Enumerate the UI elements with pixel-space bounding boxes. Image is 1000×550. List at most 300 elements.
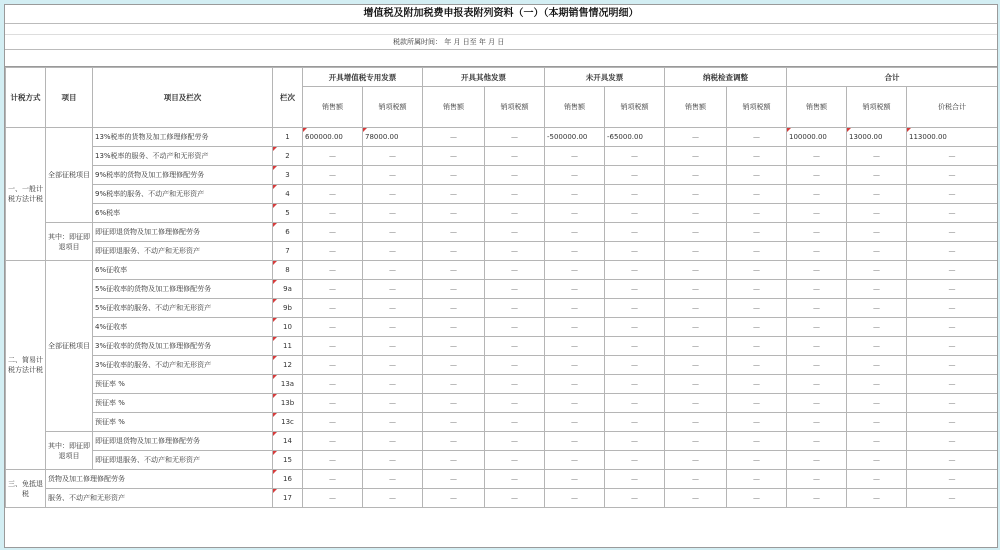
table-row (6, 128, 998, 147)
value-cell[interactable]: — (423, 128, 485, 147)
table-row (6, 432, 998, 451)
row-line-no: 2 (273, 147, 303, 166)
value-cell[interactable]: — (907, 432, 998, 451)
value-cell[interactable]: — (303, 147, 363, 166)
value-cell[interactable]: — (847, 299, 907, 318)
table-row (6, 299, 998, 318)
value-cell[interactable]: — (423, 242, 485, 261)
value-cell[interactable]: — (727, 261, 787, 280)
value-cell[interactable]: — (665, 489, 727, 508)
value-cell[interactable]: — (665, 394, 727, 413)
table-row (6, 280, 998, 299)
table-row (6, 394, 998, 413)
value-cell[interactable]: — (727, 147, 787, 166)
value-cell[interactable]: — (423, 451, 485, 470)
row-line-no: 5 (273, 204, 303, 223)
value-cell[interactable]: — (363, 223, 423, 242)
value-cell[interactable]: — (545, 261, 605, 280)
row-label: 即征即退服务、不动产和无形资产 (93, 242, 273, 261)
value-cell[interactable]: — (423, 318, 485, 337)
value-cell[interactable]: — (485, 185, 545, 204)
row-line-no: 1 (273, 128, 303, 147)
header-line-no: 栏次 (273, 68, 303, 128)
value-cell[interactable]: — (787, 223, 847, 242)
value-cell[interactable]: — (907, 318, 998, 337)
value-cell[interactable]: — (665, 337, 727, 356)
value-cell[interactable]: — (303, 166, 363, 185)
header-no-invoice: 未开具发票 (545, 68, 665, 87)
value-cell[interactable]: — (545, 337, 605, 356)
table-row (6, 242, 998, 261)
value-cell[interactable]: — (665, 451, 727, 470)
value-cell[interactable]: — (363, 166, 423, 185)
value-cell[interactable]: — (727, 489, 787, 508)
value-cell[interactable]: — (545, 413, 605, 432)
value-cell[interactable]: — (303, 223, 363, 242)
value-cell[interactable]: — (545, 375, 605, 394)
value-cell[interactable]: — (485, 356, 545, 375)
value-cell[interactable]: — (605, 299, 665, 318)
value-cell[interactable]: — (363, 413, 423, 432)
value-cell[interactable]: — (545, 185, 605, 204)
value-cell[interactable]: — (847, 204, 907, 223)
value-cell[interactable]: — (363, 337, 423, 356)
value-cell[interactable]: — (665, 280, 727, 299)
value-cell[interactable]: — (605, 489, 665, 508)
value-cell[interactable]: — (665, 166, 727, 185)
value-cell[interactable]: — (847, 280, 907, 299)
value-cell[interactable]: — (423, 337, 485, 356)
row-line-no: 8 (273, 261, 303, 280)
value-cell[interactable]: — (545, 204, 605, 223)
value-cell[interactable]: — (787, 432, 847, 451)
value-cell[interactable]: — (907, 489, 998, 508)
value-cell[interactable]: — (787, 470, 847, 489)
value-cell[interactable]: — (363, 489, 423, 508)
value-cell[interactable]: — (787, 242, 847, 261)
value-cell[interactable]: — (303, 489, 363, 508)
row-label: 货物及加工修理修配劳务 (46, 470, 273, 489)
value-cell[interactable]: — (605, 204, 665, 223)
value-cell[interactable]: — (303, 280, 363, 299)
row-label: 6%税率 (93, 204, 273, 223)
value-cell[interactable]: -65000.00 (605, 128, 665, 147)
row-label: 3%征收率的服务、不动产和无形资产 (93, 356, 273, 375)
value-cell[interactable]: — (665, 432, 727, 451)
value-cell[interactable]: — (787, 451, 847, 470)
value-cell[interactable]: — (727, 337, 787, 356)
table-row (6, 147, 998, 166)
value-cell[interactable]: — (665, 261, 727, 280)
value-cell[interactable]: — (907, 261, 998, 280)
table-row (6, 318, 998, 337)
value-cell[interactable]: — (303, 318, 363, 337)
value-cell[interactable]: — (363, 318, 423, 337)
value-cell[interactable]: — (423, 299, 485, 318)
row-line-no: 9b (273, 299, 303, 318)
value-cell[interactable]: — (423, 223, 485, 242)
value-cell[interactable]: — (363, 280, 423, 299)
value-cell[interactable]: — (363, 261, 423, 280)
value-cell[interactable]: 13000.00 (847, 128, 907, 147)
value-cell[interactable]: 78000.00 (363, 128, 423, 147)
value-cell[interactable]: — (485, 147, 545, 166)
value-cell[interactable]: — (847, 147, 907, 166)
value-cell[interactable]: — (605, 394, 665, 413)
value-cell[interactable]: — (727, 318, 787, 337)
value-cell[interactable]: — (303, 185, 363, 204)
value-cell[interactable]: — (363, 356, 423, 375)
value-cell[interactable]: — (727, 185, 787, 204)
value-cell[interactable]: 600000.00 (303, 128, 363, 147)
value-cell[interactable]: — (907, 375, 998, 394)
value-cell[interactable]: — (727, 280, 787, 299)
row-line-no: 17 (273, 489, 303, 508)
value-cell[interactable]: — (605, 451, 665, 470)
value-cell[interactable]: — (727, 242, 787, 261)
value-cell[interactable]: — (665, 147, 727, 166)
value-cell[interactable]: — (485, 128, 545, 147)
row-line-no: 15 (273, 451, 303, 470)
value-cell[interactable]: — (423, 356, 485, 375)
value-cell[interactable]: — (605, 318, 665, 337)
value-cell[interactable]: — (303, 413, 363, 432)
value-cell[interactable]: — (363, 204, 423, 223)
value-cell[interactable]: — (423, 185, 485, 204)
value-cell[interactable]: — (363, 432, 423, 451)
row-label: 服务、不动产和无形资产 (46, 489, 273, 508)
subheader-sales: 销售额 (665, 87, 727, 128)
value-cell[interactable]: — (485, 261, 545, 280)
report-title: 增值税及附加税费申报表附列资料（一）（本期销售情况明细） (5, 5, 997, 24)
section-general: 一、一般计税方法计税 (6, 128, 46, 261)
value-cell[interactable]: — (665, 470, 727, 489)
value-cell[interactable]: — (423, 489, 485, 508)
value-cell[interactable]: — (847, 185, 907, 204)
value-cell[interactable]: 113000.00 (907, 128, 998, 147)
header-item-col: 项目及栏次 (93, 68, 273, 128)
table-row (6, 451, 998, 470)
value-cell[interactable]: — (303, 394, 363, 413)
value-cell[interactable]: — (545, 166, 605, 185)
subheader-sales: 销售额 (303, 87, 363, 128)
value-cell[interactable]: — (545, 280, 605, 299)
value-cell[interactable]: — (423, 261, 485, 280)
row-label: 9%税率的货物及加工修理修配劳务 (93, 166, 273, 185)
value-cell[interactable]: -500000.00 (545, 128, 605, 147)
value-cell[interactable]: — (907, 394, 998, 413)
value-cell[interactable]: — (303, 242, 363, 261)
value-cell[interactable]: — (727, 375, 787, 394)
value-cell[interactable]: — (847, 261, 907, 280)
value-cell[interactable]: — (727, 204, 787, 223)
sales-detail-table (5, 67, 998, 508)
value-cell[interactable]: — (485, 489, 545, 508)
value-cell[interactable]: — (545, 318, 605, 337)
row-line-no: 6 (273, 223, 303, 242)
value-cell[interactable]: — (727, 432, 787, 451)
value-cell[interactable]: — (847, 375, 907, 394)
value-cell[interactable]: — (423, 394, 485, 413)
value-cell[interactable]: — (665, 413, 727, 432)
value-cell[interactable]: — (847, 166, 907, 185)
value-cell[interactable]: — (847, 432, 907, 451)
subitem-all-simple: 全部征税项目 (46, 261, 93, 432)
value-cell[interactable]: — (787, 261, 847, 280)
value-cell[interactable]: — (665, 204, 727, 223)
row-line-no: 13b (273, 394, 303, 413)
value-cell[interactable]: — (423, 166, 485, 185)
row-label: 预征率 % (93, 394, 273, 413)
value-cell[interactable]: — (485, 394, 545, 413)
value-cell[interactable]: — (907, 223, 998, 242)
value-cell[interactable]: — (363, 375, 423, 394)
value-cell[interactable]: — (787, 394, 847, 413)
value-cell[interactable]: — (545, 432, 605, 451)
value-cell[interactable]: — (787, 166, 847, 185)
value-cell[interactable]: — (303, 204, 363, 223)
value-cell[interactable]: — (545, 470, 605, 489)
subheader-total: 价税合计 (907, 87, 998, 128)
value-cell[interactable]: — (485, 318, 545, 337)
value-cell[interactable]: — (485, 337, 545, 356)
value-cell[interactable]: — (423, 432, 485, 451)
value-cell[interactable]: — (545, 242, 605, 261)
value-cell[interactable]: — (665, 299, 727, 318)
tax-period-line: 税款所属时间： 年 月 日至 年 月 日 (5, 35, 997, 50)
value-cell[interactable]: — (303, 337, 363, 356)
value-cell[interactable]: — (907, 280, 998, 299)
value-cell[interactable]: — (485, 166, 545, 185)
value-cell[interactable]: — (605, 470, 665, 489)
value-cell[interactable]: — (485, 451, 545, 470)
value-cell[interactable]: — (303, 451, 363, 470)
value-cell[interactable]: — (545, 489, 605, 508)
value-cell[interactable]: — (363, 470, 423, 489)
subheader-tax: 销项税额 (485, 87, 545, 128)
value-cell[interactable]: — (605, 166, 665, 185)
value-cell[interactable]: — (847, 223, 907, 242)
value-cell[interactable]: — (423, 147, 485, 166)
value-cell[interactable]: — (847, 470, 907, 489)
value-cell[interactable]: — (727, 166, 787, 185)
value-cell[interactable]: — (605, 147, 665, 166)
header-method: 计税方式 (6, 68, 46, 128)
value-cell[interactable]: — (605, 280, 665, 299)
value-cell[interactable]: — (485, 223, 545, 242)
value-cell[interactable]: — (303, 299, 363, 318)
value-cell[interactable]: — (485, 299, 545, 318)
value-cell[interactable]: — (787, 413, 847, 432)
value-cell[interactable]: — (545, 451, 605, 470)
value-cell[interactable]: — (907, 413, 998, 432)
value-cell[interactable]: — (545, 394, 605, 413)
row-line-no: 14 (273, 432, 303, 451)
row-line-no: 13a (273, 375, 303, 394)
value-cell[interactable]: — (545, 356, 605, 375)
value-cell[interactable]: — (605, 185, 665, 204)
row-label: 4%征收率 (93, 318, 273, 337)
table-row (6, 204, 998, 223)
row-line-no: 7 (273, 242, 303, 261)
value-cell[interactable]: — (605, 375, 665, 394)
value-cell[interactable]: — (907, 147, 998, 166)
value-cell[interactable]: — (605, 413, 665, 432)
value-cell[interactable]: — (303, 261, 363, 280)
subitem-immediate-simple: 其中：即征即退项目 (46, 432, 93, 470)
value-cell[interactable]: — (727, 223, 787, 242)
subheader-sales: 销售额 (423, 87, 485, 128)
row-line-no: 12 (273, 356, 303, 375)
value-cell[interactable]: — (485, 242, 545, 261)
table-row (6, 166, 998, 185)
subitem-immediate-general: 其中：即征即退项目 (46, 223, 93, 261)
value-cell[interactable]: — (485, 432, 545, 451)
value-cell[interactable]: — (847, 242, 907, 261)
subitem-all-general: 全部征税项目 (46, 128, 93, 223)
value-cell[interactable]: — (787, 147, 847, 166)
table-row (6, 413, 998, 432)
row-line-no: 13c (273, 413, 303, 432)
header-total: 合计 (787, 68, 998, 87)
header-other-invoice: 开具其他发票 (423, 68, 545, 87)
value-cell[interactable]: — (727, 299, 787, 318)
value-cell[interactable]: — (423, 413, 485, 432)
value-cell[interactable]: — (545, 223, 605, 242)
value-cell[interactable]: — (665, 242, 727, 261)
value-cell[interactable]: — (545, 147, 605, 166)
subheader-sales: 销售额 (787, 87, 847, 128)
value-cell[interactable]: — (303, 432, 363, 451)
value-cell[interactable]: — (727, 413, 787, 432)
value-cell[interactable]: — (847, 318, 907, 337)
value-cell[interactable]: — (907, 204, 998, 223)
value-cell[interactable]: — (787, 204, 847, 223)
value-cell[interactable]: — (303, 356, 363, 375)
value-cell[interactable]: — (605, 261, 665, 280)
table-row (6, 470, 998, 489)
value-cell[interactable]: — (363, 242, 423, 261)
value-cell[interactable]: — (727, 451, 787, 470)
value-cell[interactable]: — (907, 356, 998, 375)
value-cell[interactable]: — (787, 318, 847, 337)
table-row (6, 337, 998, 356)
row-label: 9%税率的服务、不动产和无形资产 (93, 185, 273, 204)
value-cell[interactable]: — (605, 223, 665, 242)
row-line-no: 9a (273, 280, 303, 299)
table-row (6, 356, 998, 375)
row-label: 13%税率的货物及加工修理修配劳务 (93, 128, 273, 147)
value-cell[interactable]: 100000.00 (787, 128, 847, 147)
row-label: 5%征收率的货物及加工修理修配劳务 (93, 280, 273, 299)
value-cell[interactable]: — (363, 299, 423, 318)
value-cell[interactable]: — (303, 375, 363, 394)
value-cell[interactable]: — (423, 204, 485, 223)
value-cell[interactable]: — (907, 242, 998, 261)
section-simple: 二、简易计税方法计税 (6, 261, 46, 470)
subheader-tax: 销项税额 (727, 87, 787, 128)
value-cell[interactable]: — (423, 470, 485, 489)
value-cell[interactable]: — (605, 242, 665, 261)
row-line-no: 3 (273, 166, 303, 185)
row-label: 即征即退货物及加工修理修配劳务 (93, 432, 273, 451)
value-cell[interactable]: — (363, 394, 423, 413)
value-cell[interactable]: — (545, 299, 605, 318)
section-exempt: 三、免抵退税 (6, 470, 46, 508)
value-cell[interactable]: — (847, 337, 907, 356)
value-cell[interactable]: — (485, 204, 545, 223)
value-cell[interactable]: — (727, 470, 787, 489)
value-cell[interactable]: — (907, 185, 998, 204)
value-cell[interactable]: — (847, 489, 907, 508)
value-cell[interactable]: — (485, 375, 545, 394)
value-cell[interactable]: — (847, 451, 907, 470)
value-cell[interactable]: — (665, 318, 727, 337)
value-cell[interactable]: — (363, 451, 423, 470)
value-cell[interactable]: — (907, 166, 998, 185)
value-cell[interactable]: — (787, 280, 847, 299)
value-cell[interactable]: — (665, 356, 727, 375)
value-cell[interactable]: — (787, 185, 847, 204)
value-cell[interactable]: — (363, 147, 423, 166)
subheader-sales: 销售额 (545, 87, 605, 128)
value-cell[interactable]: — (665, 128, 727, 147)
value-cell[interactable]: — (605, 356, 665, 375)
value-cell[interactable]: — (907, 451, 998, 470)
value-cell[interactable]: — (787, 356, 847, 375)
value-cell[interactable]: — (847, 356, 907, 375)
value-cell[interactable]: — (787, 337, 847, 356)
value-cell[interactable]: — (423, 280, 485, 299)
value-cell[interactable]: — (727, 356, 787, 375)
value-cell[interactable]: — (787, 489, 847, 508)
value-cell[interactable]: — (907, 299, 998, 318)
header-vat-special-invoice: 开具增值税专用发票 (303, 68, 423, 87)
header-item: 项目 (46, 68, 93, 128)
value-cell[interactable]: — (423, 375, 485, 394)
value-cell[interactable]: — (485, 470, 545, 489)
value-cell[interactable]: — (303, 470, 363, 489)
subheader-tax: 销项税额 (363, 87, 423, 128)
row-label: 13%税率的服务、不动产和无形资产 (93, 147, 273, 166)
row-label: 3%征收率的货物及加工修理修配劳务 (93, 337, 273, 356)
value-cell[interactable]: — (605, 432, 665, 451)
value-cell[interactable]: — (907, 337, 998, 356)
value-cell[interactable]: — (787, 375, 847, 394)
value-cell[interactable]: — (485, 413, 545, 432)
value-cell[interactable]: — (363, 185, 423, 204)
value-cell[interactable]: — (847, 413, 907, 432)
value-cell[interactable]: — (847, 394, 907, 413)
subheader-tax: 销项税额 (605, 87, 665, 128)
value-cell[interactable]: — (727, 128, 787, 147)
table-row (6, 489, 998, 508)
row-line-no: 4 (273, 185, 303, 204)
value-cell[interactable]: — (665, 185, 727, 204)
value-cell[interactable]: — (787, 299, 847, 318)
value-cell[interactable]: — (665, 375, 727, 394)
value-cell[interactable]: — (485, 280, 545, 299)
table-row (6, 375, 998, 394)
row-label: 预征率 % (93, 413, 273, 432)
value-cell[interactable]: — (605, 337, 665, 356)
value-cell[interactable]: — (665, 223, 727, 242)
value-cell[interactable]: — (907, 470, 998, 489)
spacer-row (5, 50, 997, 67)
row-label: 即征即退货物及加工修理修配劳务 (93, 223, 273, 242)
header-tax-inspection-adjustment: 纳税检查调整 (665, 68, 787, 87)
value-cell[interactable]: — (727, 394, 787, 413)
